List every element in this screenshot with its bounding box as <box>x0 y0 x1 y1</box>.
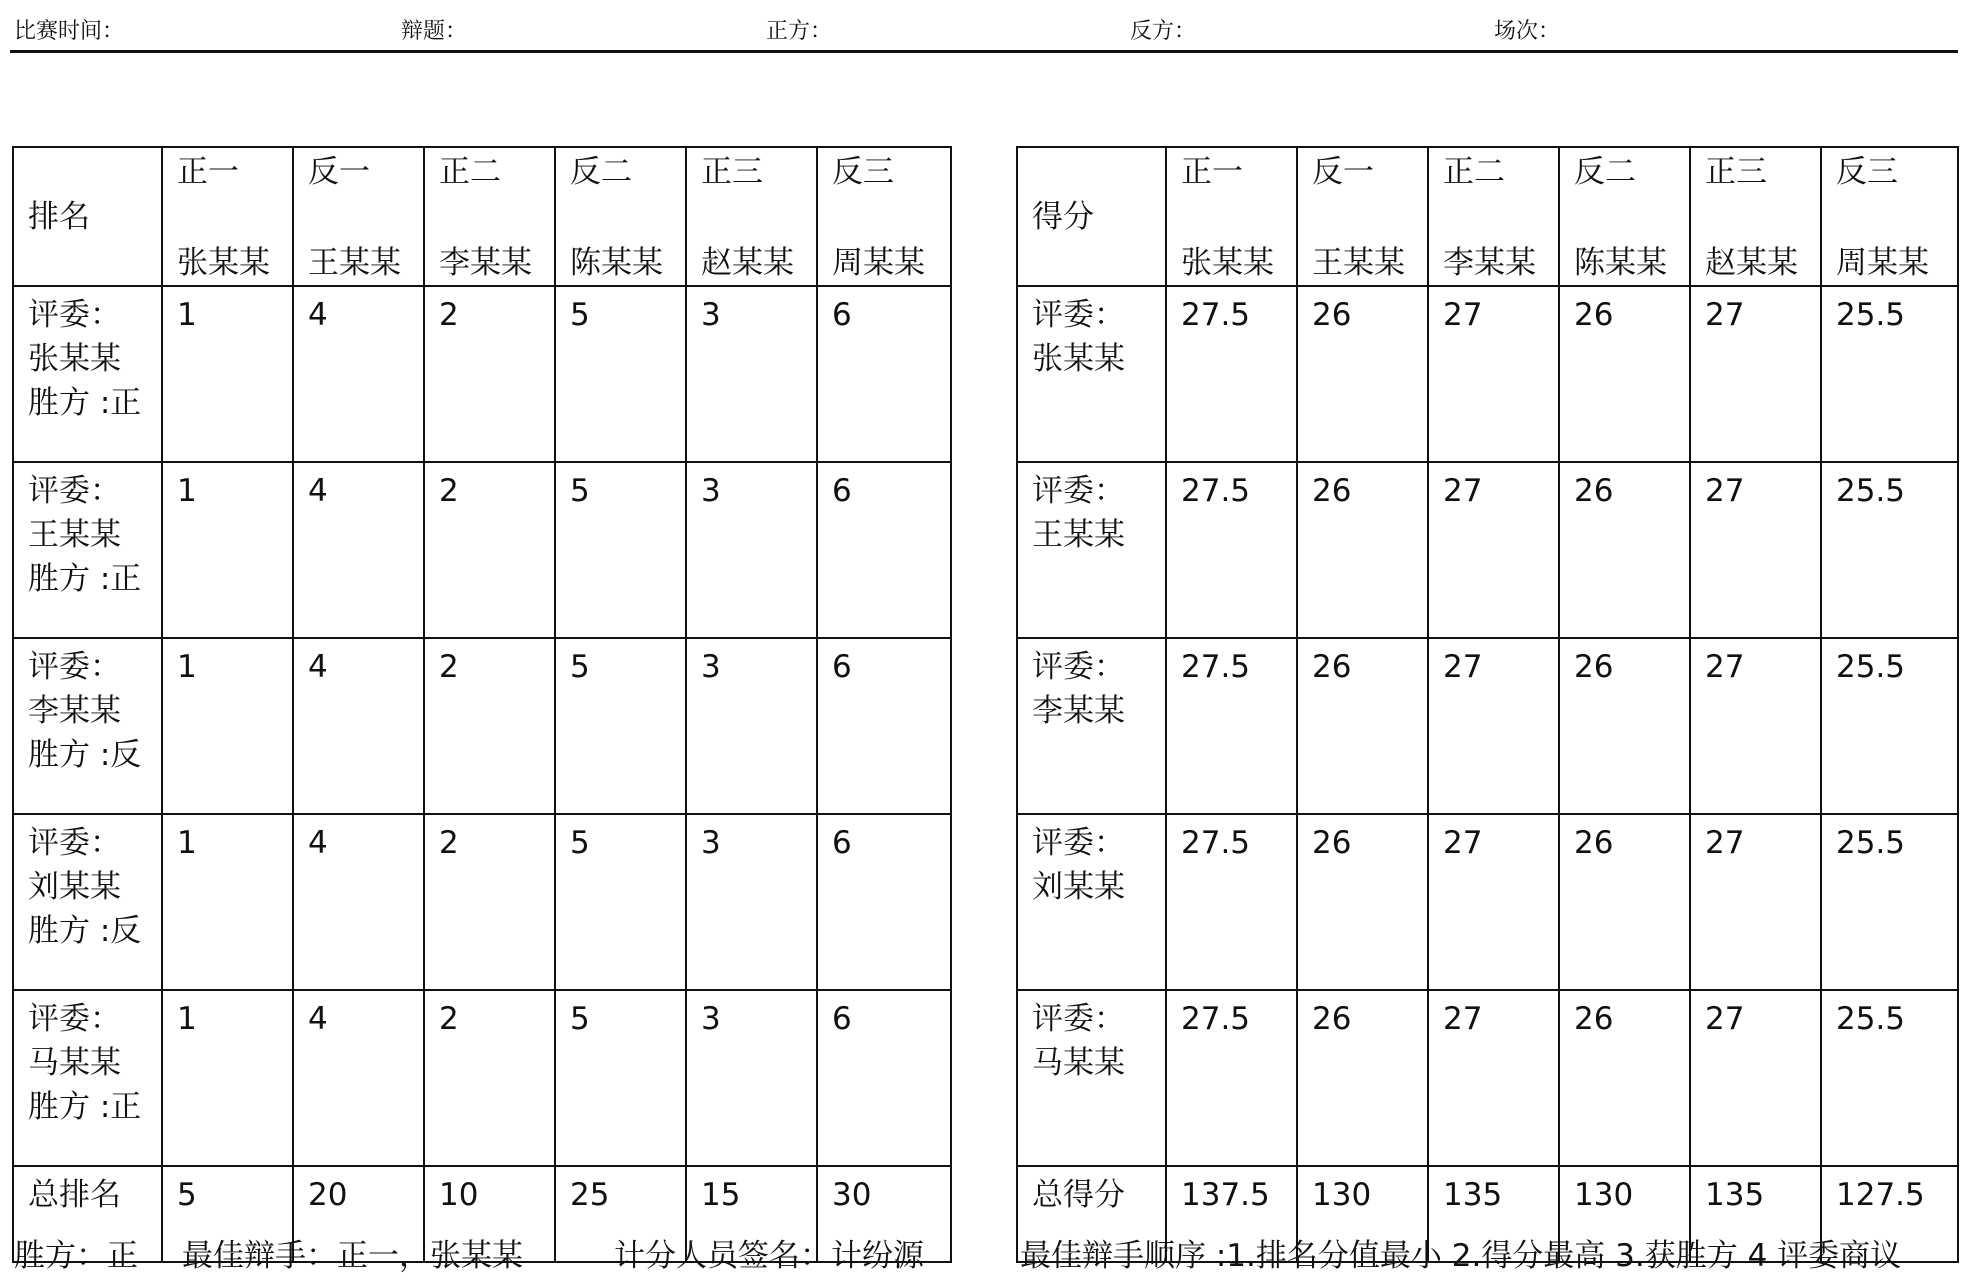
ranking-column-header: 反二 陈某某 <box>555 147 686 286</box>
score-judge-row <box>1017 638 1958 814</box>
rank-value-cell: 4 <box>293 638 424 814</box>
total-score-cell: 130 <box>1559 1166 1690 1262</box>
score-column-header: 反一 王某某 <box>1297 147 1428 286</box>
score-column-header: 正二 李某某 <box>1428 147 1559 286</box>
score-value-cell: 26 <box>1297 286 1428 462</box>
score-value-cell: 27.5 <box>1166 462 1297 638</box>
score-value-cell: 27 <box>1690 990 1821 1166</box>
score-value-cell: 27 <box>1428 638 1559 814</box>
rank-value-cell: 4 <box>293 462 424 638</box>
ranking-corner-label: 排名 <box>13 147 162 286</box>
total-score-cell: 135 <box>1690 1166 1821 1262</box>
judge-cell: 评委： 马某某 胜方 :正 <box>13 990 162 1166</box>
score-column-header: 正三 赵某某 <box>1690 147 1821 286</box>
total-score-cell: 137.5 <box>1166 1166 1297 1262</box>
score-value-cell: 26 <box>1297 462 1428 638</box>
rank-value-cell: 1 <box>162 814 293 990</box>
total-score-cell: 130 <box>1297 1166 1428 1262</box>
score-value-cell: 25.5 <box>1821 638 1958 814</box>
judge-cell: 评委： 李某某 <box>1017 638 1166 814</box>
best-debater-order-footer: 最佳辩手顺序 :1.排名分值最小 2.得分最高 3.获胜方 4 评委商议 <box>1020 1238 1902 1274</box>
score-value-cell: 27 <box>1428 990 1559 1166</box>
rank-value-cell: 4 <box>293 286 424 462</box>
topic-label: 辩题： <box>401 19 468 44</box>
score-value-cell: 26 <box>1559 462 1690 638</box>
score-value-cell: 27 <box>1428 286 1559 462</box>
score-value-cell: 26 <box>1559 638 1690 814</box>
score-judge-row <box>1017 286 1958 462</box>
score-judge-row <box>1017 990 1958 1166</box>
score-corner-label: 得分 <box>1017 147 1166 286</box>
score-value-cell: 27 <box>1690 638 1821 814</box>
score-value-cell: 27 <box>1428 462 1559 638</box>
ranking-column-header: 正一 张某某 <box>162 147 293 286</box>
rank-value-cell: 3 <box>686 462 817 638</box>
match-time-label: 比赛时间： <box>14 19 125 44</box>
rank-value-cell: 6 <box>817 286 951 462</box>
rank-value-cell: 5 <box>555 462 686 638</box>
best-debater-footer: 最佳辩手：正一，张某某 <box>182 1238 523 1274</box>
rank-value-cell: 3 <box>686 814 817 990</box>
score-value-cell: 25.5 <box>1821 814 1958 990</box>
rank-value-cell: 2 <box>424 814 555 990</box>
rank-value-cell: 5 <box>555 286 686 462</box>
score-value-cell: 25.5 <box>1821 990 1958 1166</box>
score-column-header: 反三 周某某 <box>1821 147 1958 286</box>
judge-cell: 评委： 刘某某 <box>1017 814 1166 990</box>
score-value-cell: 26 <box>1559 814 1690 990</box>
rank-value-cell: 1 <box>162 990 293 1166</box>
ranking-column-header: 正三 赵某某 <box>686 147 817 286</box>
score-value-cell: 26 <box>1297 990 1428 1166</box>
score-judge-row <box>1017 814 1958 990</box>
score-judge-row <box>1017 462 1958 638</box>
total-rank-cell: 30 <box>817 1166 951 1262</box>
score-value-cell: 25.5 <box>1821 286 1958 462</box>
ranking-header-row <box>13 147 951 286</box>
score-value-cell: 27 <box>1690 462 1821 638</box>
ranking-column-header: 反一 王某某 <box>293 147 424 286</box>
total-score-label: 总得分 <box>1017 1166 1166 1262</box>
session-label: 场次： <box>1494 19 1561 44</box>
rank-value-cell: 2 <box>424 286 555 462</box>
winner-footer: 胜方：正 <box>14 1238 138 1274</box>
score-value-cell: 26 <box>1297 638 1428 814</box>
ranking-judge-row <box>13 286 951 462</box>
ranking-judge-row <box>13 814 951 990</box>
judge-cell: 评委： 张某某 胜方 :正 <box>13 286 162 462</box>
total-score-cell: 127.5 <box>1821 1166 1958 1262</box>
negative-label: 反方： <box>1130 19 1197 44</box>
rank-value-cell: 4 <box>293 814 424 990</box>
ranking-table <box>12 146 952 1263</box>
rank-value-cell: 3 <box>686 990 817 1166</box>
total-rank-label: 总排名 <box>13 1166 162 1262</box>
rank-value-cell: 2 <box>424 638 555 814</box>
rank-value-cell: 4 <box>293 990 424 1166</box>
score-value-cell: 27 <box>1428 814 1559 990</box>
score-value-cell: 27.5 <box>1166 638 1297 814</box>
rank-value-cell: 1 <box>162 286 293 462</box>
ranking-judge-row <box>13 990 951 1166</box>
score-value-cell: 26 <box>1559 990 1690 1166</box>
rank-value-cell: 5 <box>555 638 686 814</box>
rank-value-cell: 2 <box>424 990 555 1166</box>
affirmative-label: 正方： <box>766 19 833 44</box>
rank-value-cell: 1 <box>162 462 293 638</box>
judge-cell: 评委： 刘某某 胜方 :反 <box>13 814 162 990</box>
ranking-judge-row <box>13 638 951 814</box>
rank-value-cell: 6 <box>817 462 951 638</box>
scorer-signature-footer: 计分人员签名：计纷源 <box>614 1238 924 1274</box>
ranking-judge-row <box>13 462 951 638</box>
score-column-header: 正一 张某某 <box>1166 147 1297 286</box>
score-column-header: 反二 陈某某 <box>1559 147 1690 286</box>
score-value-cell: 25.5 <box>1821 462 1958 638</box>
judge-cell: 评委： 马某某 <box>1017 990 1166 1166</box>
rank-value-cell: 2 <box>424 462 555 638</box>
total-rank-cell: 20 <box>293 1166 424 1262</box>
score-table <box>1016 146 1959 1263</box>
score-value-cell: 27 <box>1690 286 1821 462</box>
header-divider <box>10 50 1958 53</box>
rank-value-cell: 3 <box>686 286 817 462</box>
rank-value-cell: 6 <box>817 814 951 990</box>
ranking-column-header: 反三 周某某 <box>817 147 951 286</box>
rank-value-cell: 6 <box>817 990 951 1166</box>
judge-cell: 评委： 王某某 胜方 :正 <box>13 462 162 638</box>
rank-value-cell: 6 <box>817 638 951 814</box>
rank-value-cell: 3 <box>686 638 817 814</box>
total-rank-cell: 15 <box>686 1166 817 1262</box>
score-value-cell: 27.5 <box>1166 990 1297 1166</box>
score-value-cell: 27.5 <box>1166 814 1297 990</box>
rank-value-cell: 5 <box>555 990 686 1166</box>
judge-cell: 评委： 李某某 胜方 :反 <box>13 638 162 814</box>
total-rank-cell: 25 <box>555 1166 686 1262</box>
total-rank-cell: 10 <box>424 1166 555 1262</box>
ranking-column-header: 正二 李某某 <box>424 147 555 286</box>
score-value-cell: 26 <box>1559 286 1690 462</box>
judge-cell: 评委： 王某某 <box>1017 462 1166 638</box>
rank-value-cell: 1 <box>162 638 293 814</box>
score-value-cell: 27.5 <box>1166 286 1297 462</box>
judge-cell: 评委： 张某某 <box>1017 286 1166 462</box>
score-value-cell: 27 <box>1690 814 1821 990</box>
rank-value-cell: 5 <box>555 814 686 990</box>
total-score-cell: 135 <box>1428 1166 1559 1262</box>
score-header-row <box>1017 147 1958 286</box>
total-rank-cell: 5 <box>162 1166 293 1262</box>
score-value-cell: 26 <box>1297 814 1428 990</box>
